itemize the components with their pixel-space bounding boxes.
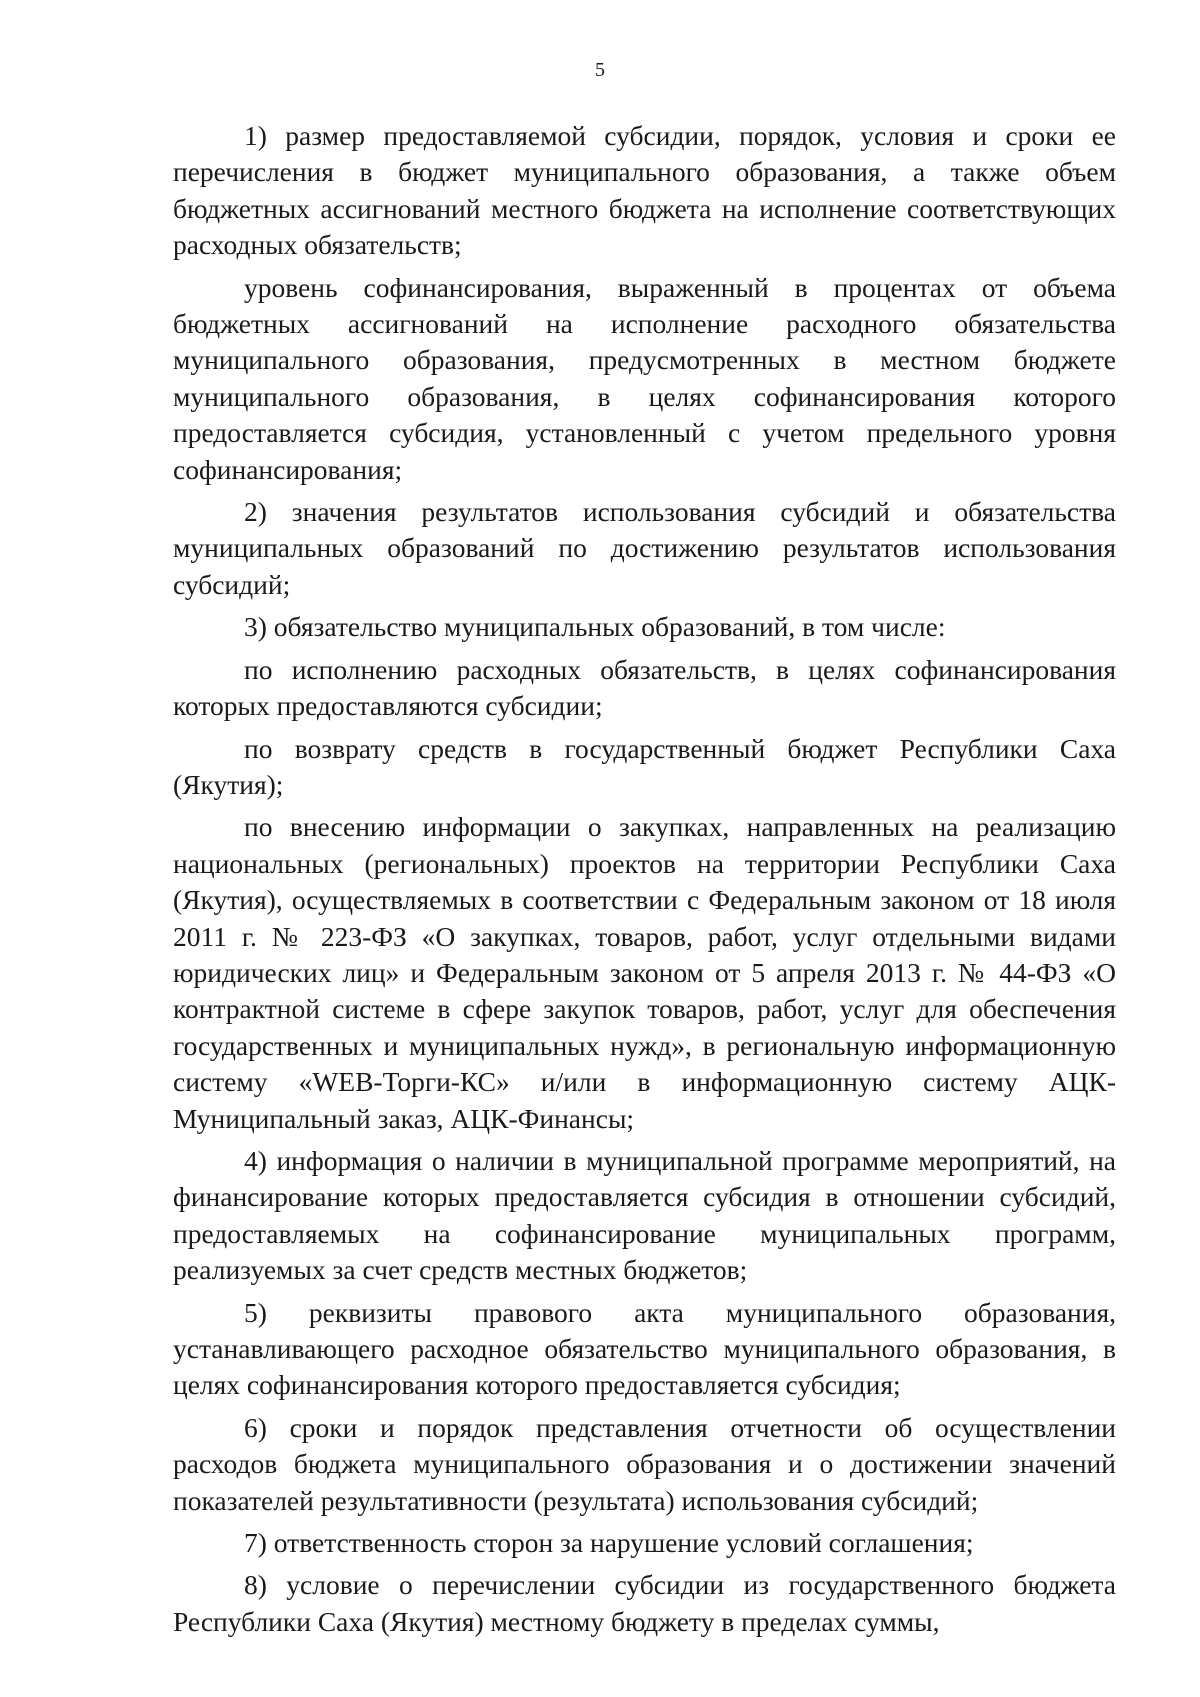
- paragraph-funds-return: по возврату средств в государственный бюджет Республики Саха (Якутия);: [173, 732, 1116, 800]
- paragraph-cofinancing-level: уровень софинансирования, выраженный в процентах от объема бюджетных ассигнований на исполнение расходного обязательства муниципального образования, предусмотренных в местном бюджете муниципального образования, в целях софинансирования которого предоставляется субсидия, установленный с учетом предельного уровня софинансирования;: [173, 271, 1116, 485]
- paragraph-item-3-obligations: 3) обязательство муниципальных образований, в том числе:: [244, 611, 946, 643]
- paragraph-item-5-legal-act: 5) реквизиты правового акта муниципального образования, устанавливающего расходное обязательство муниципального образования, в целях софинансирования которого предоставляется субсидия;: [173, 1296, 1116, 1401]
- paragraph-item-6-reporting: 6) сроки и порядок представления отчетности об осуществлении расходов бюджета муниципального образования и о достижении значений показателей результативности (результата) использования субсидий;: [173, 1411, 1116, 1516]
- paragraph-procurement-info: по внесению информации о закупках, направленных на реализацию национальных (региональных) проектов на территории Республики Саха (Якутия), осуществляемых в соответствии с Федеральным законом от 18 июля 2011 г. № 223-ФЗ «О закупках, товаров, работ, услуг отдельными видами юридических лиц» и Федеральным законом от 5 апреля 2013 г. № 44-ФЗ «О контрактной системе в сфере закупок товаров, работ, услуг для обеспечения государственных и муниципальных нужд», в региональную информационную систему «WEB-Торги-КС» и/или в информационную систему АЦК-Муниципальный заказ, АЦК-Финансы;: [173, 811, 1116, 1134]
- paragraph-item-7-responsibility: 7) ответственность сторон за нарушение условий соглашения;: [244, 1527, 974, 1559]
- paragraph-expenditure-obligations: по исполнению расходных обязательств, в целях софинансирования которых предоставляются субсидии;: [173, 653, 1116, 722]
- paragraph-item-1-subsidy-size: 1) размер предоставляемой субсидии, порядок, условия и сроки ее перечисления в бюджет муниципального образования, а также объем бюджетных ассигнований местного бюджета на исполнение соответствующих расходных обязательств;: [173, 120, 1116, 261]
- paragraph-item-8-transfer-condition: 8) условие о перечислении субсидии из государственного бюджета Республики Саха (Якутия) местному бюджету в пределах суммы,: [173, 1569, 1116, 1637]
- paragraph-item-2-result-values: 2) значения результатов использования субсидий и обязательства муниципальных образований по достижению результатов использования субсидий;: [173, 496, 1116, 600]
- document-body: [173, 118, 1116, 1640]
- paragraph-item-4-program-info: 4) информация о наличии в муниципальной программе мероприятий, на финансирование которых предоставляется субсидия в отношении субсидий, предоставляемых на софинансирование муниципальных программ, реализуемых за счет средств местных бюджетов;: [173, 1144, 1116, 1286]
- page-number: 5: [595, 59, 605, 81]
